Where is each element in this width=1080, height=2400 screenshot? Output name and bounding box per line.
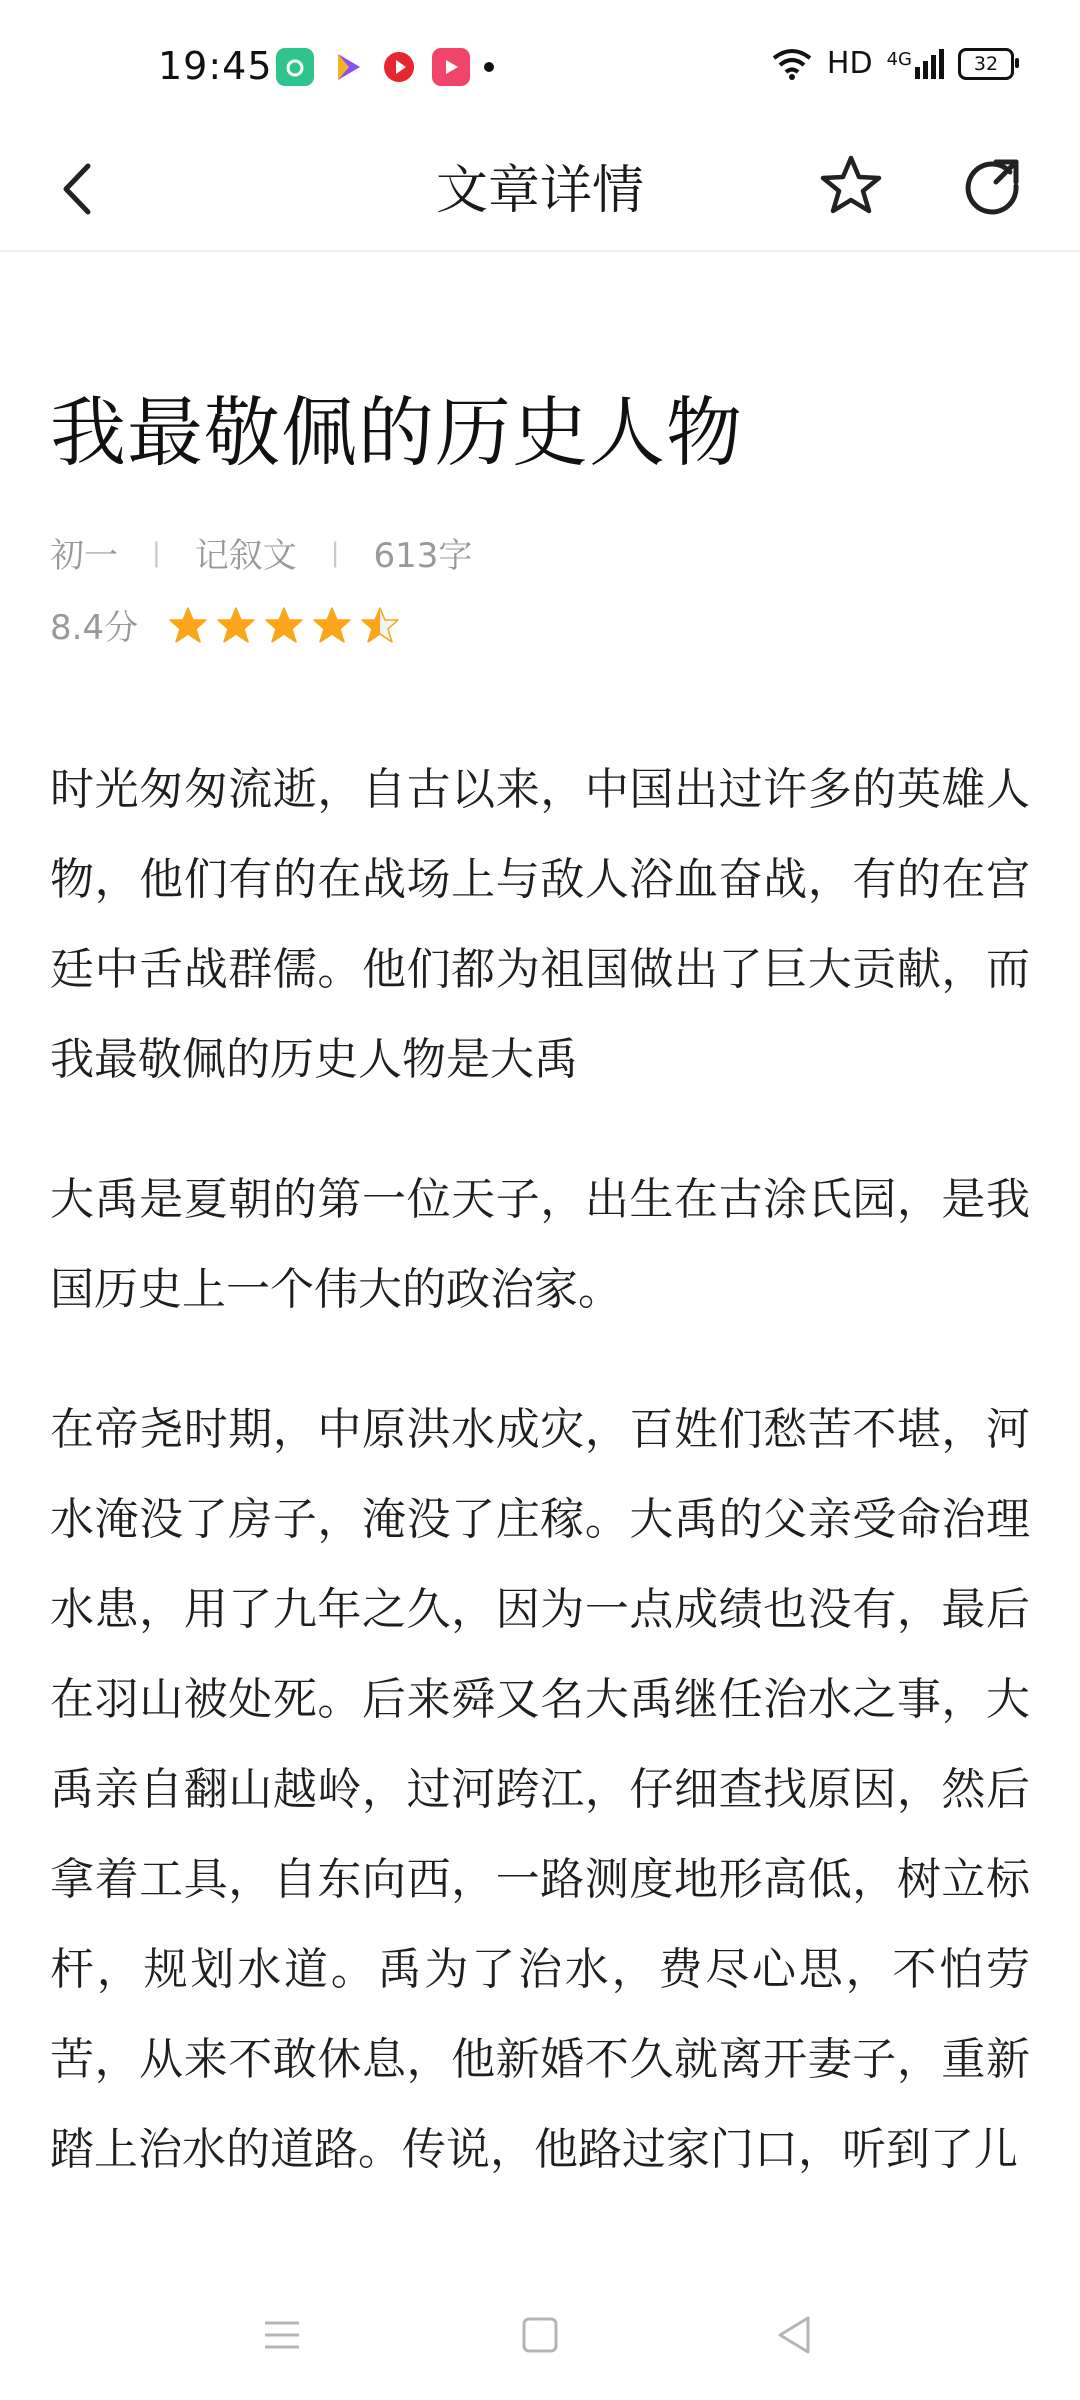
meta-divider: | xyxy=(152,537,161,568)
grade-label: 初一 xyxy=(50,536,118,576)
app-video-play-icon xyxy=(328,48,366,86)
article-paragraph: 时光匆匆流逝，自古以来，中国出过许多的英雄人物，他们有的在战场上与敌人浴血奋战，有的在宫廷中舌战群儒。他们都为祖国做出了巨大贡献，而我最敬佩的历史人物是大禹 xyxy=(50,764,1030,1085)
home-nav-button[interactable] xyxy=(515,2310,565,2360)
battery-icon xyxy=(958,48,1014,80)
app-pink-play-icon xyxy=(432,48,470,86)
wifi-icon xyxy=(771,48,813,80)
share-arrow-icon xyxy=(958,150,1028,220)
star-full-icon xyxy=(216,605,256,645)
status-bar xyxy=(0,0,1080,130)
meta-divider: | xyxy=(330,537,340,568)
article-body xyxy=(50,745,1030,2260)
page-title: 文章详情 xyxy=(435,161,644,221)
article-rating xyxy=(50,600,400,649)
square-home-icon xyxy=(515,2310,565,2360)
app-red-play-icon xyxy=(380,48,418,86)
back-nav-button[interactable] xyxy=(770,2310,820,2360)
share-button[interactable] xyxy=(958,150,1028,220)
more-notifications-dot xyxy=(484,62,494,72)
triangle-back-icon xyxy=(770,2310,820,2360)
star-outline-icon xyxy=(816,150,886,220)
star-full-icon xyxy=(168,605,208,645)
article-paragraph: 大禹是夏朝的第一位天子，出生在古涂氏园，是我国历史上一个伟大的政治家。 xyxy=(50,1174,1030,1315)
app-green-icon xyxy=(276,48,314,86)
status-time: 19:45 xyxy=(158,44,273,88)
system-nav-bar xyxy=(0,2260,1080,2400)
network-label: HD xyxy=(826,46,873,81)
article-meta xyxy=(50,528,472,577)
article-paragraph: 在帝尧时期，中原洪水成灾，百姓们愁苦不堪，河水淹没了房子，淹没了庄稼。大禹的父亲受命治理水患，用了九年之久，因为一点成绩也没有，最后在羽山被处死。后来舜又名大禹继任治水之事，大禹亲自翻山越岭，过河跨江，仔细查找原因，然后拿着工具，自东向西，一路测度地形高低，树立标杆，规划水道。禹为了治水，费尽心思，不怕劳苦，从来不敢休息，他新婚不久就离开妻子，重新踏上治水的道路。传说，他路过家门口，听到了儿 xyxy=(50,1404,1030,2175)
star-full-icon xyxy=(312,605,352,645)
app-header xyxy=(0,130,1080,252)
article-title: 我最敬佩的历史人物 xyxy=(50,388,743,477)
star-full-icon xyxy=(264,605,304,645)
signal-icon: 4G xyxy=(887,49,944,79)
word-count-label: 613字 xyxy=(373,536,473,576)
star-rating xyxy=(168,605,400,645)
battery-level: 32 xyxy=(973,52,999,75)
menu-nav-button[interactable] xyxy=(257,2310,307,2360)
notification-icons xyxy=(276,48,494,86)
score-label: 8.4分 xyxy=(50,608,139,648)
star-half-icon xyxy=(360,605,400,645)
status-right xyxy=(771,46,1014,81)
hamburger-icon xyxy=(257,2310,307,2360)
genre-label: 记叙文 xyxy=(194,536,297,576)
favorite-button[interactable] xyxy=(816,150,886,220)
